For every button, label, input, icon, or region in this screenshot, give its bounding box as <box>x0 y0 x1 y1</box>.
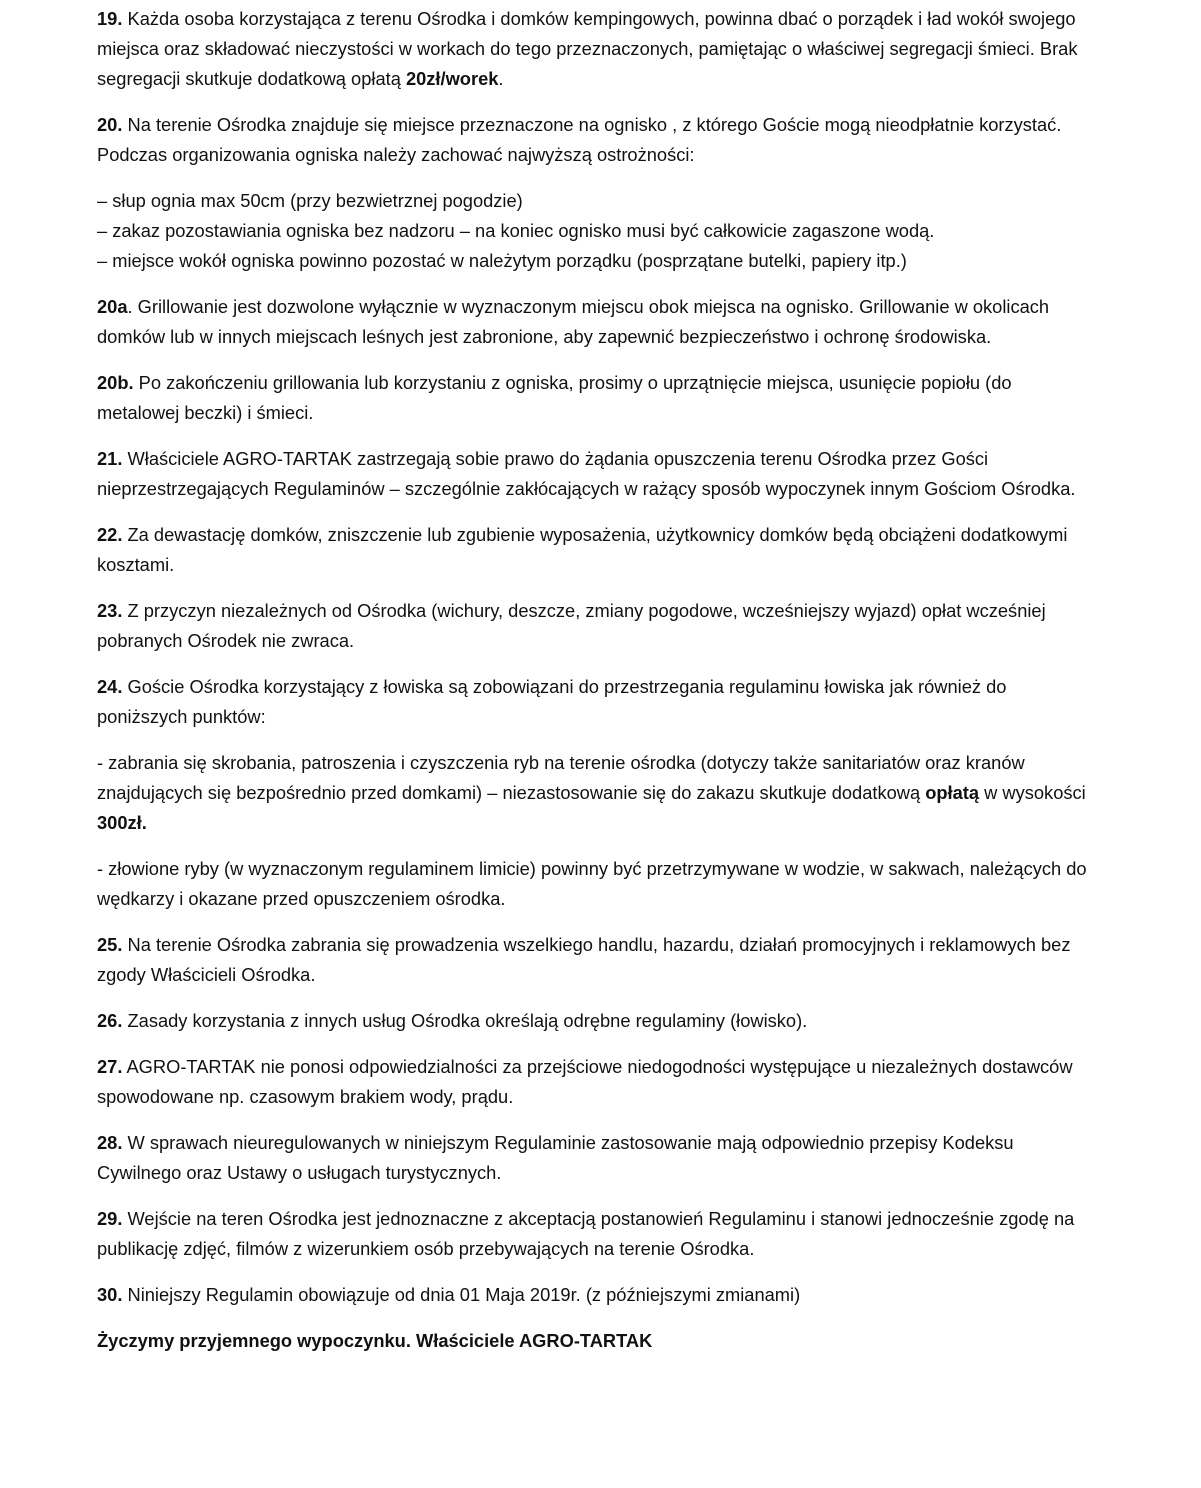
list-item: – zakaz pozostawiania ogniska bez nadzoru – na koniec ognisko musi być całkowicie zagaszone wodą. <box>97 220 935 241</box>
paragraph-p20-list <box>97 186 1097 276</box>
paragraph-number: 30. <box>97 1284 123 1305</box>
paragraph-text: AGRO-TARTAK nie ponosi odpowiedzialności za przejściowe niedogodności występujące u niezależnych dostawców spowodowane np. czasowym brakiem wody, prądu. <box>97 1056 1073 1107</box>
list-item: – słup ognia max 50cm (przy bezwietrznej pogodzie) <box>97 190 523 211</box>
paragraph-number: 22. <box>97 524 123 545</box>
paragraph-number: 29. <box>97 1208 123 1229</box>
emphasis-text: opłatą <box>925 782 980 803</box>
paragraph-text: Goście Ośrodka korzystający z łowiska są zobowiązani do przestrzegania regulaminu łowiska jak również do poniższych punktów: <box>97 676 1007 727</box>
emphasis-text: 300zł. <box>97 812 147 833</box>
closing-signature: Życzymy przyjemnego wypoczynku. Właściciele AGRO-TARTAK <box>97 1330 653 1351</box>
paragraph-p29 <box>97 1204 1097 1264</box>
paragraph-p24-a <box>97 748 1097 838</box>
paragraph-p24-b <box>97 854 1097 914</box>
paragraph-number: 21. <box>97 448 123 469</box>
paragraph-number: 28. <box>97 1132 123 1153</box>
paragraph-number: 23. <box>97 600 123 621</box>
paragraph-p21 <box>97 444 1097 504</box>
paragraph-p23 <box>97 596 1097 656</box>
paragraph-number: 25. <box>97 934 123 955</box>
paragraph-text: W sprawach nieuregulowanych w niniejszym Regulaminie zastosowanie mają odpowiednio przepisy Kodeksu Cywilnego oraz Ustawy o usługach turystycznych. <box>97 1132 1014 1183</box>
paragraph-p26 <box>97 1006 1097 1036</box>
paragraph-p19 <box>97 4 1097 94</box>
paragraph-p27 <box>97 1052 1097 1112</box>
paragraph-text: Właściciele AGRO-TARTAK zastrzegają sobie prawo do żądania opuszczenia terenu Ośrodka przez Gości nieprzestrzegających Regulaminów – szczególnie zakłócających w rażący sposób wypoczynek innym Gościom Ośrodka. <box>97 448 1076 499</box>
paragraph-p22 <box>97 520 1097 580</box>
paragraph-number: 20. <box>97 114 123 135</box>
paragraph-p24 <box>97 672 1097 732</box>
paragraph-p20a <box>97 292 1097 352</box>
paragraph-text: Za dewastację domków, zniszczenie lub zgubienie wyposażenia, użytkownicy domków będą obciążeni dodatkowymi kosztami. <box>97 524 1068 575</box>
paragraph-p30 <box>97 1280 1097 1310</box>
paragraph-number: 19. <box>97 8 123 29</box>
paragraph-text: Na terenie Ośrodka zabrania się prowadzenia wszelkiego handlu, hazardu, działań promocyjnych i reklamowych bez zgody Właścicieli Ośrodka. <box>97 934 1071 985</box>
paragraph-text: - złowione ryby (w wyznaczonym regulaminem limicie) powinny być przetrzymywane w wodzie, w sakwach, należących do wędkarzy i okazane przed opuszczeniem ośrodka. <box>97 858 1087 909</box>
paragraph-number: 20b. <box>97 372 134 393</box>
paragraph-number: 27. <box>97 1056 123 1077</box>
paragraph-number: 20a <box>97 296 128 317</box>
paragraph-text: - zabrania się skrobania, patroszenia i czyszczenia ryb na terenie ośrodka (dotyczy także sanitariatów oraz kranów znajdujących się bezpośrednio przed domkami) – niezastosowanie się do zakazu skutkuje dodatkową <box>97 752 1025 803</box>
paragraph-text: Niniejszy Regulamin obowiązuje od dnia 01 Maja 2019r. (z późniejszymi zmianami) <box>122 1284 801 1305</box>
paragraph-p20b <box>97 368 1097 428</box>
document-page <box>97 4 1097 1374</box>
paragraph-p20 <box>97 110 1097 170</box>
paragraph-text: Z przyczyn niezależnych od Ośrodka (wichury, deszcze, zmiany pogodowe, wcześniejszy wyjazd) opłat wcześniej pobranych Ośrodek nie zwraca. <box>97 600 1046 651</box>
paragraph-text: w wysokości <box>979 782 1086 803</box>
paragraph-p28 <box>97 1128 1097 1188</box>
paragraph-text: Po zakończeniu grillowania lub korzystaniu z ogniska, prosimy o uprzątnięcie miejsca, usunięcie popiołu (do metalowej beczki) i śmieci. <box>97 372 1012 423</box>
paragraph-text: Na terenie Ośrodka znajduje się miejsce przeznaczone na ognisko , z którego Goście mogą nieodpłatnie korzystać. Podczas organizowania ogniska należy zachować najwyższą ostrożności: <box>97 114 1062 165</box>
emphasis-text: 20zł/worek <box>405 68 499 89</box>
paragraph-text: . <box>498 68 504 89</box>
regulations-body <box>97 4 1097 1310</box>
paragraph-number: 24. <box>97 676 123 697</box>
paragraph-text: Zasady korzystania z innych usług Ośrodka określają odrębne regulaminy (łowisko). <box>122 1010 808 1031</box>
paragraph-text: Wejście na teren Ośrodka jest jednoznaczne z akceptacją postanowień Regulaminu i stanowi jednocześnie zgodę na publikację zdjęć, filmów z wizerunkiem osób przebywających na terenie Ośrodka. <box>97 1208 1075 1259</box>
paragraph-number: 26. <box>97 1010 123 1031</box>
paragraph-text: . Grillowanie jest dozwolone wyłącznie w wyznaczonym miejscu obok miejsca na ognisko. Grillowanie w okolicach domków lub w innych miejscach leśnych jest zabronione, aby zapewnić bezpieczeństwo i ochronę środowiska. <box>97 296 1050 347</box>
paragraph-p25 <box>97 930 1097 990</box>
paragraph-text: Każda osoba korzystająca z terenu Ośrodka i domków kempingowych, powinna dbać o porządek i ład wokół swojego miejsca oraz składować nieczystości w workach do tego przeznaczonych, pamiętając o właściwej segregacji śmieci. Brak segregacji skutkuje dodatkową opłatą <box>97 8 1078 89</box>
list-item: – miejsce wokół ogniska powinno pozostać w należytym porządku (posprzątane butelki, papiery itp.) <box>97 250 907 271</box>
